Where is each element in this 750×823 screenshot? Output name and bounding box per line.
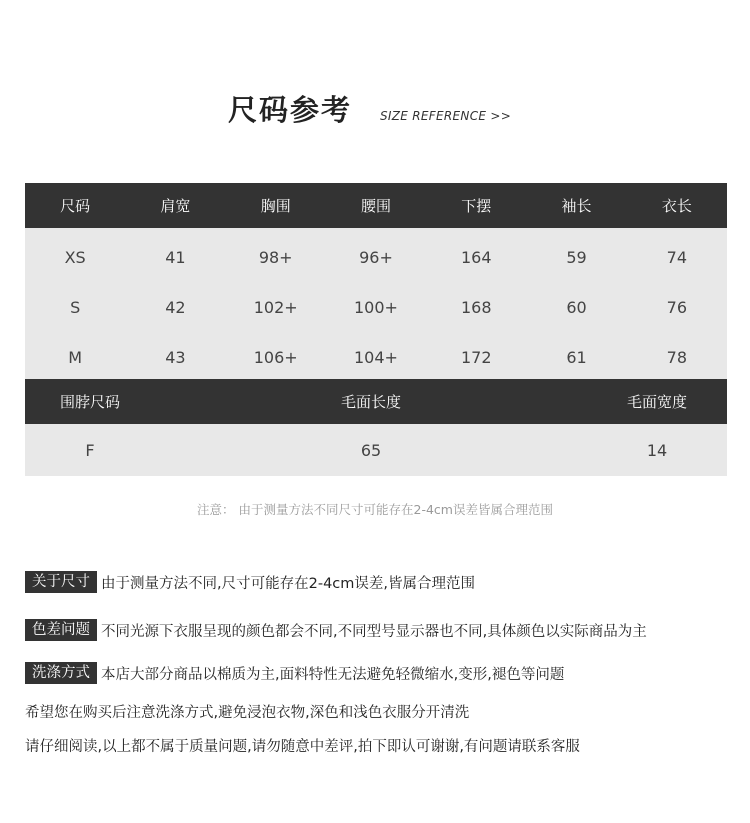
info-tag: 色差问题 [25,619,97,641]
footer-line: 希望您在购买后注意洗涤方式,避免浸泡衣物,深色和浅色衣服分开清洗 [25,705,470,721]
info-text: 本店大部分商品以棉质为主,面料特性无法避免轻微缩水,变形,褪色等问题 [101,666,565,683]
table-cell: 96+ [359,247,393,267]
table-cell: XS [64,247,86,267]
table-cell: 74 [666,247,687,267]
measurement-note: 注意： 由于测量方法不同尺寸可能存在2-4cm误差皆属合理范围 [197,502,553,517]
table-cell: 168 [460,297,492,317]
size-table-body [25,228,727,386]
header-cell-chest: 胸围 [260,197,291,215]
table-cell: 65 [360,440,382,460]
info-text: 不同光源下衣服呈现的颜色都会不同,不同型号显示器也不同,具体颜色以实际商品为主 [101,623,647,640]
size-table [25,183,727,386]
footer-line: 请仔细阅读,以上都不属于质量问题,请勿随意中差评,拍下即认可谢谢,有问题请联系客服 [25,739,580,755]
table-cell: 41 [165,247,186,267]
table-cell: 76 [666,297,687,317]
header-cell-hem: 下摆 [461,197,492,215]
header-cell-scarf-size: 围脖尺码 [59,393,120,411]
table-row [25,282,727,332]
table-cell: 104+ [354,347,398,367]
info-text: 由于测量方法不同,尺寸可能存在2-4cm误差,皆属合理范围 [101,575,475,592]
table-cell: 42 [165,297,186,317]
table-cell: F [85,440,95,460]
table-cell: 106+ [253,347,298,367]
table-cell: 78 [666,347,687,367]
header-cell-shoulder: 肩宽 [160,197,191,215]
info-size [25,571,475,593]
table-cell: 60 [566,297,587,317]
table-cell: 102+ [253,297,298,317]
header-cell-size: 尺码 [60,197,91,215]
size-table-header [25,183,727,228]
table-cell: 98+ [258,247,293,267]
header-cell-fur-length: 毛面长度 [340,393,401,411]
info-washing [25,662,564,684]
info-tag: 关于尺寸 [25,571,97,593]
table-row [25,332,727,382]
table-cell: 14 [646,440,668,460]
scarf-table-header [25,379,727,424]
table-cell: 59 [566,247,587,267]
page-subtitle: SIZE REFERENCE >> [380,109,512,123]
info-tag: 洗涤方式 [25,662,97,684]
info-color [25,619,647,641]
table-cell: 43 [165,347,186,367]
table-row [25,424,727,476]
table-cell: S [70,297,81,317]
table-cell: 61 [566,347,587,367]
header-cell-sleeve: 袖长 [561,197,592,215]
header-cell-waist: 腰围 [360,197,391,215]
table-cell: 100+ [354,297,398,317]
scarf-size-table [25,379,727,476]
table-row [25,232,727,282]
table-cell: M [68,347,83,367]
header-cell-fur-width: 毛面宽度 [626,393,687,411]
page-title: 尺码参考 [228,93,353,127]
page-title-block [228,88,511,129]
table-cell: 172 [460,347,492,367]
header-cell-length: 衣长 [661,197,692,215]
table-cell: 164 [460,247,492,267]
